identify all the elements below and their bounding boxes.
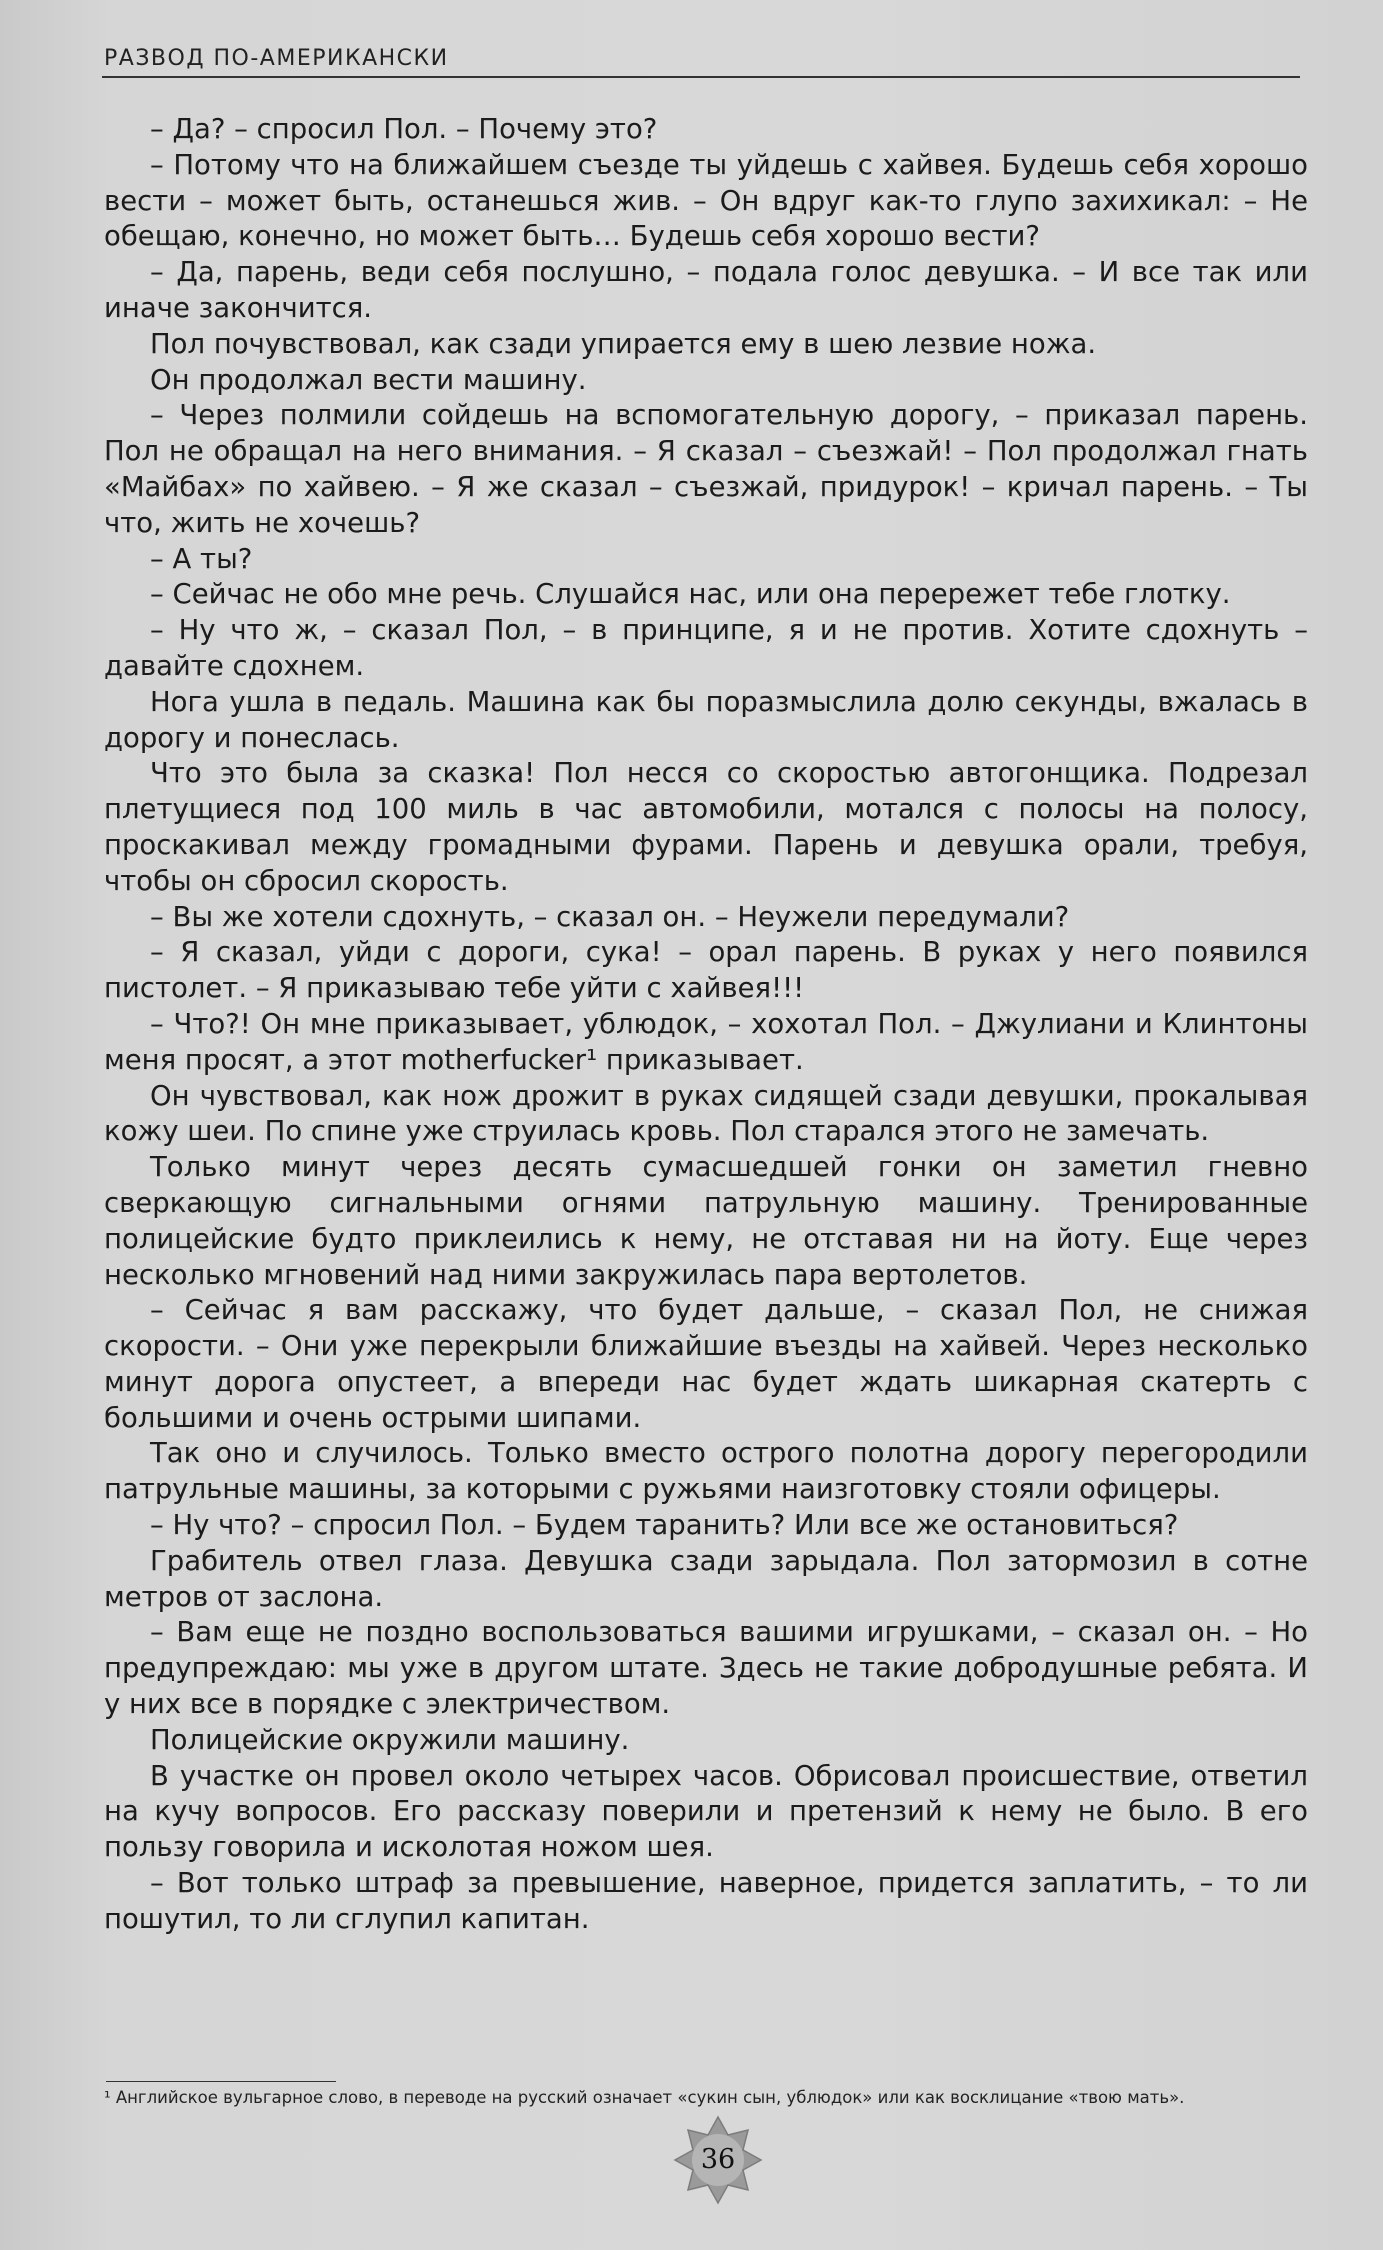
paragraph: – Сейчас не обо мне речь. Слушайся нас, или она перережет тебе глотку. <box>150 578 1231 611</box>
paragraph: – Вот только штраф за превышение, наверное, придется заплатить, – то ли пошутил, то ли сглупил капитан. <box>104 1867 1308 1935</box>
footnote: ¹ Английское вульгарное слово, в переводе на русский означает «сукин сын, ублюдок» или как восклицание «твою мать». <box>104 2088 1185 2107</box>
paragraph: – Я сказал, уйди с дороги, сука! – орал парень. В руках у него появился пистолет. – Я приказываю тебе уйти с хайвея!!! <box>104 936 1308 1005</box>
paragraph: Что это была за сказка! Пол несся со скоростью автогонщика. Подрезал плетущиеся под 100 миль в час автомобили, мотался с полосы на полосу, проскакивал между громадными фурами. Парень и девушка орали, требуя, чтобы он сбросил скорость. <box>104 757 1308 897</box>
paragraph: Только минут через десять сумасшедшей гонки он заметил гневно сверкающую сигнальными огнями патрульную машину. Тренированные полицейские будто приклеились к нему, не отставая ни на йоту. Еще через несколько мгновений над ними закружилась пара вертолетов. <box>104 1151 1308 1291</box>
paragraph: – Сейчас я вам расскажу, что будет дальше, – сказал Пол, не снижая скорости. – Они уже перекрыли ближайшие въезды на хайвей. Через несколько минут дорога опустеет, а впереди нас будет ждать шикарная скатерть с большими и очень острыми шипами. <box>104 1294 1308 1434</box>
paragraph: Пол почувствовал, как сзади упирается ему в шею лезвие ножа. <box>150 327 1097 360</box>
paragraph: – Да, парень, веди себя послушно, – подала голос девушка. – И все так или иначе закончится. <box>104 256 1308 324</box>
paragraph: – Потому что на ближайшем съезде ты уйдешь с хайвея. Будешь себя хорошо вести – может быть, останешься жив. – Он вдруг как-то глупо захихикал: – Не обещаю, конечно, но может быть… Будешь себя хорошо вести? <box>104 148 1308 253</box>
header-rule <box>102 76 1300 78</box>
paragraph: Грабитель отвел глаза. Девушка сзади зарыдала. Пол затормозил в сотне метров от заслона. <box>104 1544 1308 1613</box>
paragraph: – А ты? <box>150 542 253 575</box>
running-head: РАЗВОД ПО-АМЕРИКАНСКИ <box>104 46 449 71</box>
body-text <box>104 112 1308 1938</box>
paragraph-with-footnote-ref: – Что?! Он мне приказывает, ублюдок, – хохотал Пол. – Джулиани и Клинтоны меня просят, а этот motherfucker¹ приказывает. <box>104 1007 1308 1076</box>
paragraph: – Вам еще не поздно воспользоваться вашими игрушками, – сказал он. – Но предупреждаю: мы уже в другом штате. Здесь не такие добродушные ребята. И у них все в порядке с электричеством. <box>104 1616 1308 1721</box>
page-number: 36 <box>700 2144 736 2175</box>
paragraph: Он продолжал вести машину. <box>150 363 587 396</box>
paragraph: Он чувствовал, как нож дрожит в руках сидящей сзади девушки, прокалывая кожу шеи. По спине уже струилась кровь. Пол старался этого не замечать. <box>104 1079 1308 1148</box>
paragraph: Так оно и случилось. Только вместо острого полотна дорогу перегородили патрульные машины, за которыми с ружьями наизготовку стояли офицеры. <box>104 1437 1308 1506</box>
paragraph: – Через полмили сойдешь на вспомогательную дорогу, – приказал парень. Пол не обращал на него внимания. – Я сказал – съезжай! – Пол продолжал гнать «Майбах» по хайвею. – Я же сказал – съезжай, придурок! – кричал парень. – Ты что, жить не хочешь? <box>104 399 1308 539</box>
paragraph: – Вы же хотели сдохнуть, – сказал он. – Неужели передумали? <box>150 900 1070 933</box>
paragraph: – Ну что ж, – сказал Пол, – в принципе, я и не против. Хотите сдохнуть – давайте сдохнем. <box>104 614 1308 682</box>
paragraph: В участке он провел около четырех часов. Обрисовал происшествие, ответил на кучу вопросов. Его рассказу поверили и претензий к нему не было. В его пользу говорила и исколотая ножом шея. <box>104 1759 1308 1864</box>
paragraph: Нога ушла в педаль. Машина как бы поразмыслила долю секунды, вжалась в дорогу и понеслась. <box>104 685 1308 754</box>
paragraph: Полицейские окружили машину. <box>150 1723 630 1756</box>
paragraph: – Да? – спросил Пол. – Почему это? <box>150 113 658 145</box>
paragraph: – Ну что? – спросил Пол. – Будем таранить? Или все же остановиться? <box>150 1509 1179 1542</box>
footnote-rule <box>106 2081 336 2082</box>
